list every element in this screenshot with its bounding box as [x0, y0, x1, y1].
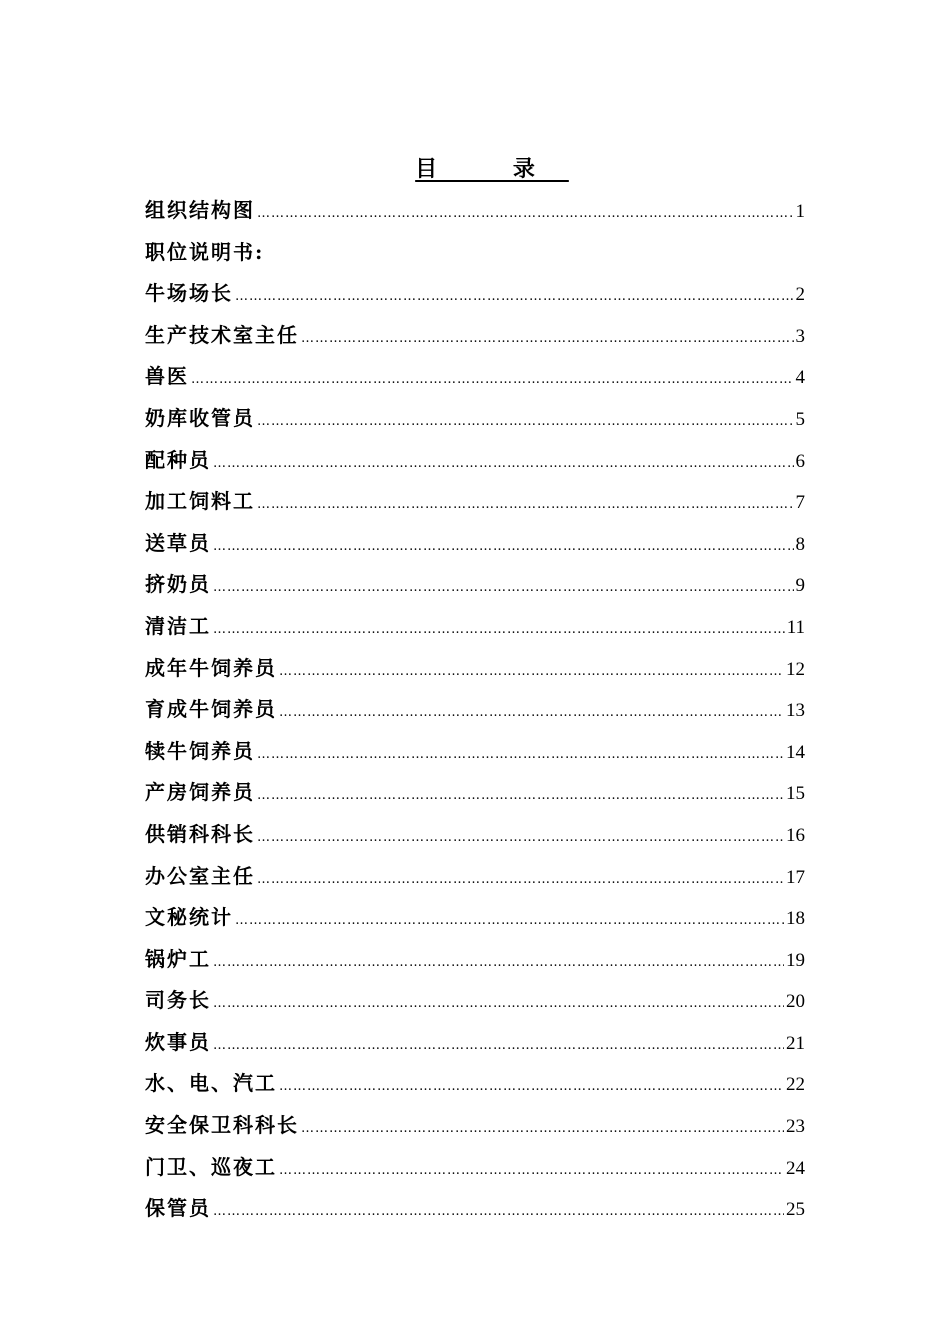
- toc-entry-label: 配种员: [145, 447, 211, 472]
- toc-title-text: 目 录: [415, 156, 569, 182]
- toc-entry-page-number: 23: [786, 1116, 805, 1138]
- toc-entry-page-number: 21: [786, 1032, 805, 1054]
- toc-entry[interactable]: [145, 689, 805, 731]
- toc-entry-page-number: 6: [795, 450, 805, 472]
- toc-entry-label: 挤奶员: [145, 572, 211, 597]
- toc-entry-page-number: 18: [786, 908, 805, 930]
- toc-entry[interactable]: [145, 1022, 805, 1064]
- toc-dot-leader: [213, 526, 794, 565]
- toc-dot-leader: [213, 942, 784, 981]
- toc-dot-leader: [301, 318, 794, 357]
- toc-entry-label: 兽医: [145, 364, 189, 389]
- toc-dot-leader: [213, 1191, 784, 1230]
- toc-list: [145, 190, 805, 1230]
- toc-dot-leader: [213, 567, 794, 606]
- toc-entry[interactable]: [145, 232, 805, 274]
- toc-dot-leader: [235, 900, 784, 939]
- toc-entry-page-number: 12: [786, 658, 805, 680]
- toc-entry-page-number: 20: [786, 991, 805, 1013]
- toc-entry[interactable]: [145, 897, 805, 939]
- toc-dot-leader: [191, 359, 794, 398]
- toc-dot-leader: [279, 1066, 784, 1105]
- toc-entry-page-number: 7: [795, 492, 805, 514]
- toc-entry[interactable]: [145, 814, 805, 856]
- toc-entry-page-number: 17: [786, 866, 805, 888]
- toc-entry-page-number: 15: [786, 783, 805, 805]
- toc-entry-label: 牛场场长: [145, 281, 233, 306]
- toc-entry-label: 犊牛饲养员: [145, 738, 255, 763]
- toc-entry[interactable]: [145, 398, 805, 440]
- toc-entry[interactable]: [145, 731, 805, 773]
- toc-entry[interactable]: [145, 564, 805, 606]
- toc-entry[interactable]: [145, 1105, 805, 1147]
- toc-entry-page-number: 3: [795, 325, 805, 347]
- toc-entry-label: 保管员: [145, 1196, 211, 1221]
- toc-entry-page-number: 19: [786, 949, 805, 971]
- toc-dot-leader: [301, 1108, 784, 1147]
- toc-entry-page-number: 11: [786, 616, 805, 638]
- toc-entry-label: 成年牛饲养员: [145, 655, 277, 680]
- toc-entry-page-number: 16: [786, 824, 805, 846]
- page-title: [0, 152, 950, 186]
- toc-entry[interactable]: [145, 1188, 805, 1230]
- toc-entry-page-number: 4: [795, 367, 805, 389]
- toc-entry-label: 办公室主任: [145, 863, 255, 888]
- toc-entry-page-number: 9: [795, 575, 805, 597]
- toc-entry[interactable]: [145, 1063, 805, 1105]
- toc-entry[interactable]: [145, 481, 805, 523]
- toc-entry[interactable]: [145, 1147, 805, 1189]
- toc-entry[interactable]: [145, 315, 805, 357]
- toc-entry[interactable]: [145, 356, 805, 398]
- toc-entry-label: 供销科科长: [145, 821, 255, 846]
- toc-entry-label: 加工饲料工: [145, 489, 255, 514]
- toc-dot-leader: [279, 1150, 784, 1189]
- toc-entry-page-number: 8: [795, 533, 805, 555]
- toc-dot-leader: [213, 443, 794, 482]
- toc-entry-label: 组织结构图: [145, 198, 255, 222]
- toc-entry-page-number: 5: [795, 408, 805, 430]
- toc-dot-leader: [257, 775, 784, 814]
- toc-entry-page-number: 25: [786, 1199, 805, 1221]
- toc-entry-page-number: 22: [786, 1074, 805, 1096]
- toc-entry[interactable]: [145, 190, 805, 232]
- toc-entry[interactable]: [145, 606, 805, 648]
- toc-entry-label: 清洁工: [145, 613, 211, 638]
- toc-dot-leader: [213, 1025, 784, 1064]
- toc-entry-label: 安全保卫科科长: [145, 1113, 299, 1138]
- toc-entry-label: 文秘统计: [145, 905, 233, 930]
- toc-dot-leader: [257, 484, 794, 523]
- toc-entry[interactable]: [145, 856, 805, 898]
- toc-entry-page-number: 24: [786, 1157, 805, 1179]
- toc-entry[interactable]: [145, 273, 805, 315]
- toc-dot-leader: [257, 193, 794, 232]
- toc-entry-label: 炊事员: [145, 1029, 211, 1054]
- toc-entry-label: 育成牛饲养员: [145, 697, 277, 722]
- toc-dot-leader: [279, 651, 784, 690]
- toc-entry-label: 产房饲养员: [145, 780, 255, 805]
- toc-dot-leader: [213, 983, 784, 1022]
- toc-entry[interactable]: [145, 772, 805, 814]
- toc-entry-page-number: 2: [795, 284, 805, 306]
- toc-dot-leader: [279, 692, 784, 731]
- toc-entry-label: 奶库收管员: [145, 405, 255, 430]
- toc-entry-label: 锅炉工: [145, 946, 211, 971]
- toc-entry[interactable]: [145, 939, 805, 981]
- toc-dot-leader: [213, 609, 785, 648]
- toc-entry[interactable]: [145, 523, 805, 565]
- toc-dot-leader: [257, 859, 784, 898]
- toc-entry-page-number: 14: [786, 741, 805, 763]
- toc-dot-leader: [235, 276, 794, 315]
- toc-dot-leader: [257, 734, 784, 773]
- toc-entry[interactable]: [145, 980, 805, 1022]
- toc-entry-label: 生产技术室主任: [145, 322, 299, 347]
- toc-entry-label: 送草员: [145, 530, 211, 555]
- toc-entry-label: 水、电、汽工: [145, 1071, 277, 1096]
- toc-entry-label: 门卫、巡夜工: [145, 1154, 277, 1179]
- toc-entry[interactable]: [145, 440, 805, 482]
- toc-entry-label: 职位说明书:: [145, 239, 265, 264]
- toc-entry[interactable]: [145, 648, 805, 690]
- toc-dot-leader: [257, 401, 794, 440]
- toc-entry-page-number: 13: [786, 700, 805, 722]
- toc-entry-page-number: 1: [795, 201, 805, 222]
- toc-dot-leader: [257, 817, 784, 856]
- toc-entry-label: 司务长: [145, 988, 211, 1013]
